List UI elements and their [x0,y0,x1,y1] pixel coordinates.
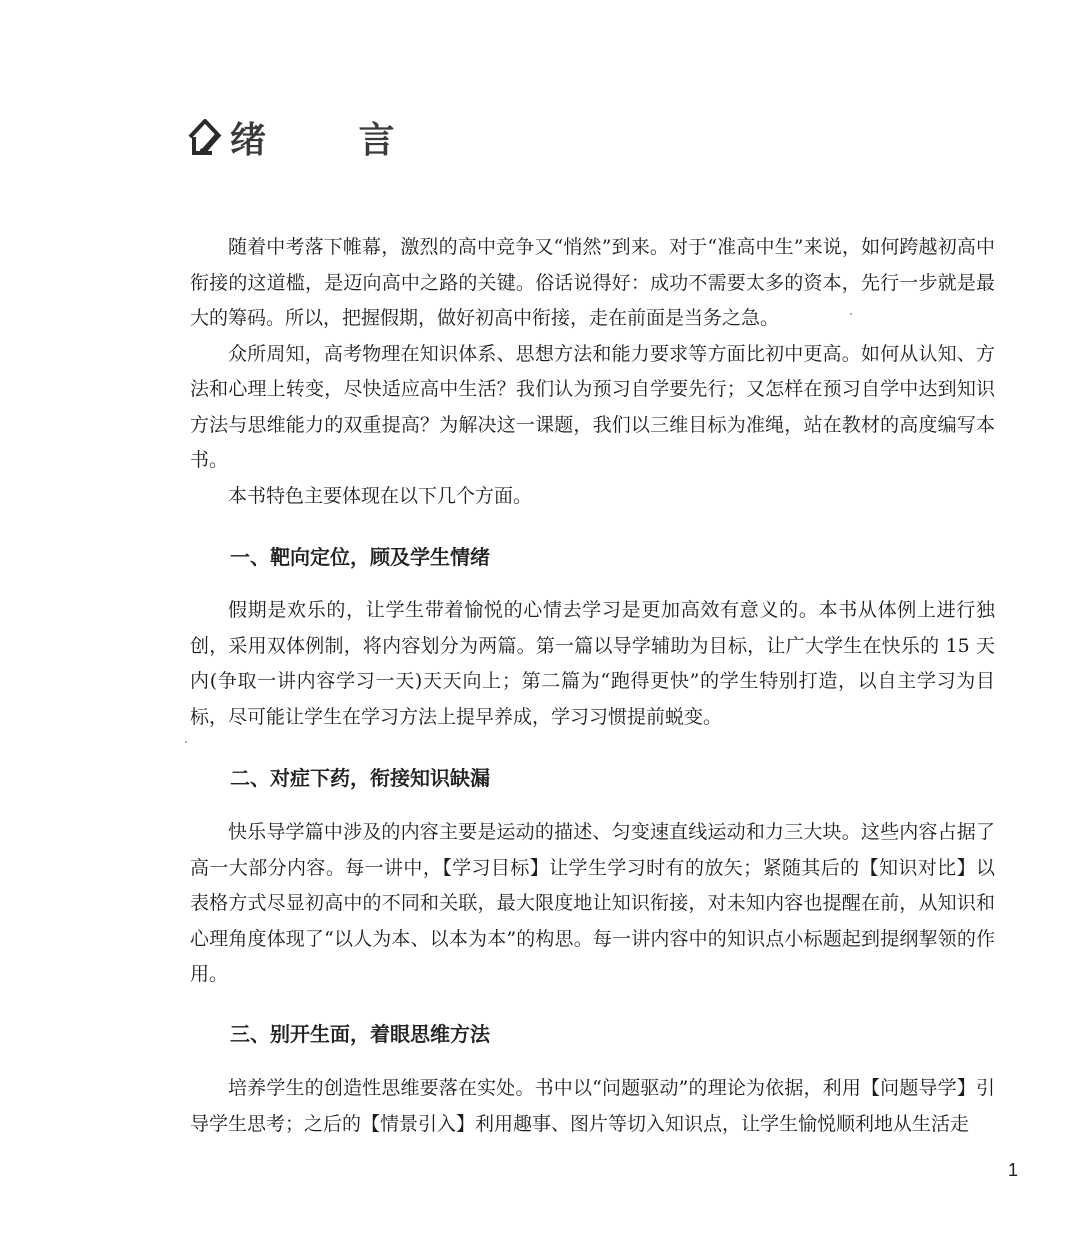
preface-title [188,112,435,162]
scan-speck [850,313,852,315]
section-paragraph: 快乐导学篇中涉及的内容主要是运动的描述、匀变速直线运动和力三大块。这些内容占据了高一大部分内容。每一讲中，【学习目标】让学生学习时有的放矢；紧随其后的【知识对比】以表格方式尽显初高中的不同和关联，最大限度地让知识衔接，对未知内容也提醒在前，从知识和心理角度体现了“以人为本、以本为本”的构思。每一讲内容中的知识点小标题起到提纲挈领的作用。 [190,821,995,985]
intro-paragraph: 本书特色主要体现在以下几个方面。 [228,484,533,507]
section-1-body [190,593,995,735]
section-paragraph: 假期是欢乐的，让学生带着愉悦的心情去学习是更加高效有意义的。本书从体例上进行独创，采用双体例制，将内容划分为两篇。第一篇以导学辅助为目标，让广大学生在快乐的 15 天内(争取一讲内容学习一天)天天向上；第二篇为“跑得更快”的学生特别打造，以自主学习为目标，尽可能让学生在学习方法上提早养成，学习习惯提前蜕变。 [190,599,995,728]
intro-block [190,230,995,514]
section-3-body [190,1071,995,1142]
intro-paragraph: 众所周知，高考物理在知识体系、思想方法和能力要求等方面比初中更高。如何从认知、方法和心理上转变，尽快适应高中生活？我们认为预习自学要先行；又怎样在预习自学中达到知识方法与思维能力的双重提高？为解决这一课题，我们以三维目标为准绳，站在教材的高度编写本书。 [190,342,995,471]
section-paragraph: 培养学生的创造性思维要落在实处。书中以“问题驱动”的理论为依据，利用【问题导学】引导学生思考；之后的【情景引入】利用趣事、图片等切入知识点，让学生愉悦顺利地从生活走 [190,1077,995,1135]
intro-paragraph: 随着中考落下帷幕，激烈的高中竞争又“悄然”到来。对于“准高中生”来说，如何跨越初高中衔接的这道槛，是迈向高中之路的关键。俗话说得好：成功不需要太多的资本，先行一步就是最大的筹码。所以，把握假期，做好初高中衔接，走在前面是当务之急。 [190,236,995,329]
scan-speck [185,741,187,743]
page-number: 1 [1008,1160,1019,1180]
section-heading-1: 一、靶向定位，顾及学生情绪 [230,545,490,569]
section-heading-3: 三、别开生面，着眼思维方法 [230,1022,490,1046]
house-pen-icon [188,117,222,157]
preface-title-text: 绪 言 [230,119,435,161]
section-2-body [190,815,995,993]
section-heading-2: 二、对症下药，衔接知识缺漏 [230,766,490,790]
